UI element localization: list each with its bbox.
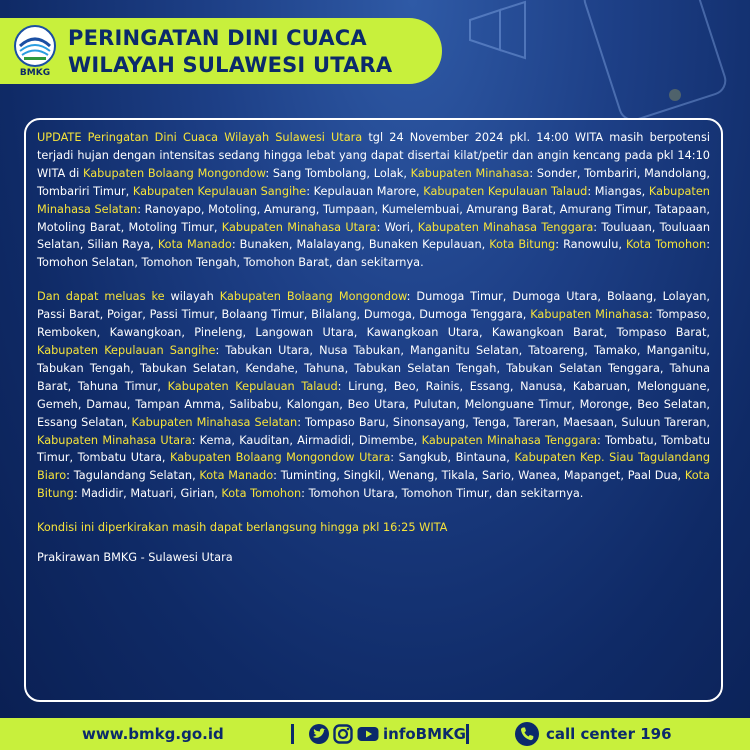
text-segment: : Tombatu, Tombatu Timur, Tombatu Utara,	[37, 433, 710, 465]
text-segment: : Ranowulu,	[555, 238, 626, 252]
text-segment: : Wori,	[376, 220, 418, 234]
highlighted-segment: Kota Manado	[199, 469, 274, 483]
text-segment: : Bunaken, Malalayang, Bunaken Kepulauan,	[231, 238, 490, 252]
highlighted-segment: Kabupaten Bolaang Mongondow	[83, 166, 266, 180]
text-segment: : Tomohon Utara, Tomohon Timur, dan sekitarnya.	[301, 487, 584, 501]
bmkg-logo-icon	[12, 24, 58, 68]
highlighted-segment: Kota Manado	[157, 238, 232, 252]
highlighted-segment: Kabupaten Kepulauan Talaud	[423, 184, 588, 198]
page-title	[68, 25, 438, 79]
website-link[interactable]: www.bmkg.go.id	[82, 725, 224, 743]
text-segment: : Tuminting, Singkil, Wenang, Tikala, Sario, Wanea, Mapanget, Paal Dua,	[273, 469, 685, 483]
text-segment: : Tagulandang Selatan,	[66, 469, 200, 483]
highlighted-segment: UPDATE Peringatan Dini Cuaca Wilayah Sulawesi Utara	[37, 131, 363, 144]
title-line-2: WILAYAH SULAWESI UTARA	[68, 53, 393, 77]
bmkg-logo	[12, 24, 58, 80]
logo-text: BMKG	[19, 68, 51, 78]
text-segment: : Sangkub, Bintauna,	[390, 451, 515, 465]
bulletin-paragraph-extension	[37, 288, 710, 503]
text-segment: : Ranoyapo, Motoling, Amurang, Tumpaan, Kumelembuai, Amurang Barat, Amurang Timur, Tatapaan, Motoling Barat, Motoling Timur,	[37, 202, 710, 234]
text-segment: : Lirung, Beo, Rainis, Essang, Nanusa, Kabaruan, Melonguane, Gemeh, Damau, Tampan Amma, Salibabu, Kalongan, Beo Utara, Pulutan, Melonguane Timur, Moronge, Beo Selatan, Essang Selatan,	[37, 379, 710, 429]
call-center-number[interactable]: call center 196	[546, 725, 672, 743]
highlighted-segment: Kota Tomohon	[221, 487, 302, 501]
text-segment: wilayah	[164, 290, 220, 304]
footer-bar	[0, 718, 750, 750]
youtube-icon[interactable]	[357, 724, 379, 744]
highlighted-segment: Kabupaten Kepulauan Sangihe	[37, 343, 216, 357]
highlighted-segment: Kabupaten Kepulauan Talaud	[167, 379, 338, 393]
text-segment: tgl 24 November 2024 pkl. 14:00 WITA masih berpotensi terjadi hujan dengan intensitas sedang hingga lebat yang dapat disertai kilat/petir dan angin kencang pada pkl 14:10 WITA di	[37, 131, 710, 180]
footer-separator	[466, 724, 469, 744]
text-segment: : Miangas,	[587, 184, 649, 198]
highlighted-segment: Kabupaten Minahasa Selatan	[131, 415, 298, 429]
text-segment: : Tomohon Selatan, Tomohon Tengah, Tomohon Barat, dan sekitarnya.	[37, 238, 711, 270]
highlighted-segment: Kabupaten Kepulauan Sangihe	[132, 184, 307, 198]
warning-bulletin-panel	[24, 118, 723, 702]
twitter-icon[interactable]	[309, 724, 329, 744]
text-segment: : Dumoga Timur, Dumoga Utara, Bolaang, Lolayan, Passi Barat, Poigar, Passi Timur, Bolaang Timur, Bilalang, Dumoga, Dumoga Tenggara,	[37, 290, 711, 322]
social-handle[interactable]: infoBMKG	[383, 725, 466, 743]
highlighted-segment: Kota Bitung	[37, 469, 710, 501]
highlighted-segment: Kabupaten Minahasa Utara	[37, 433, 192, 447]
header-banner	[0, 18, 442, 84]
highlighted-segment: Kabupaten Minahasa Tenggara	[421, 433, 597, 447]
highlighted-segment: Kabupaten Minahasa Selatan	[37, 184, 710, 216]
highlighted-segment: Kabupaten Minahasa Utara	[221, 220, 377, 234]
bulletin-signature: Prakirawan BMKG - Sulawesi Utara	[37, 551, 233, 565]
instagram-icon[interactable]	[333, 724, 353, 744]
text-segment: : Tompaso Baru, Sinonsayang, Tenga, Tareran, Maesaan, Suluun Tareran,	[297, 415, 710, 429]
highlighted-segment: Kota Bitung	[489, 238, 556, 252]
highlighted-segment: Kabupaten Bolaang Mongondow	[219, 290, 407, 304]
text-segment: : Sonder, Tombariri, Mandolang, Tombariri Timur,	[37, 166, 710, 198]
footer-separator	[291, 724, 294, 744]
title-line-1: PERINGATAN DINI CUACA	[68, 26, 367, 50]
text-segment: : Madidir, Matuari, Girian,	[73, 487, 222, 501]
highlighted-segment: Dan dapat meluas ke	[37, 290, 165, 304]
phone-icon	[515, 722, 539, 746]
bulletin-paragraph-update	[37, 129, 710, 272]
text-segment: : Touluaan, Touluaan Selatan, Silian Raya,	[37, 220, 711, 252]
highlighted-segment: Kabupaten Kep. Siau Tagulandang Biaro	[37, 451, 710, 483]
highlighted-segment: Kabupaten Minahasa Tenggara	[417, 220, 594, 234]
phone-megaphone-illustration	[430, 0, 750, 120]
highlighted-segment: Kabupaten Minahasa	[530, 308, 649, 322]
highlighted-segment: Kabupaten Minahasa	[410, 166, 530, 180]
highlighted-segment: Kota Tomohon	[626, 238, 707, 252]
text-segment: : Kema, Kauditan, Airmadidi, Dimembe,	[191, 433, 422, 447]
text-segment: : Sang Tombolang, Lolak,	[265, 166, 411, 180]
highlighted-segment: Kabupaten Bolaang Mongondow Utara	[170, 451, 391, 465]
text-segment: : Kepulauan Marore,	[306, 184, 424, 198]
bulletin-paragraph-duration: Kondisi ini diperkirakan masih dapat berlangsung hingga pkl 16:25 WITA	[37, 521, 448, 535]
text-segment: : Tabukan Utara, Nusa Tabukan, Manganitu Selatan, Tatoareng, Tamako, Manganitu, Tabukan Tengah, Tabukan Selatan, Kendahe, Tahuna, Tabukan Selatan Tengah, Tabukan Selatan Tenggara, Tahuna Barat, Tahuna Timur,	[37, 343, 710, 393]
text-segment: : Tompaso, Remboken, Kawangkoan, Pineleng, Langowan Utara, Kawangkoan Utara, Kawangkoan Barat, Tompaso Barat,	[37, 308, 710, 340]
